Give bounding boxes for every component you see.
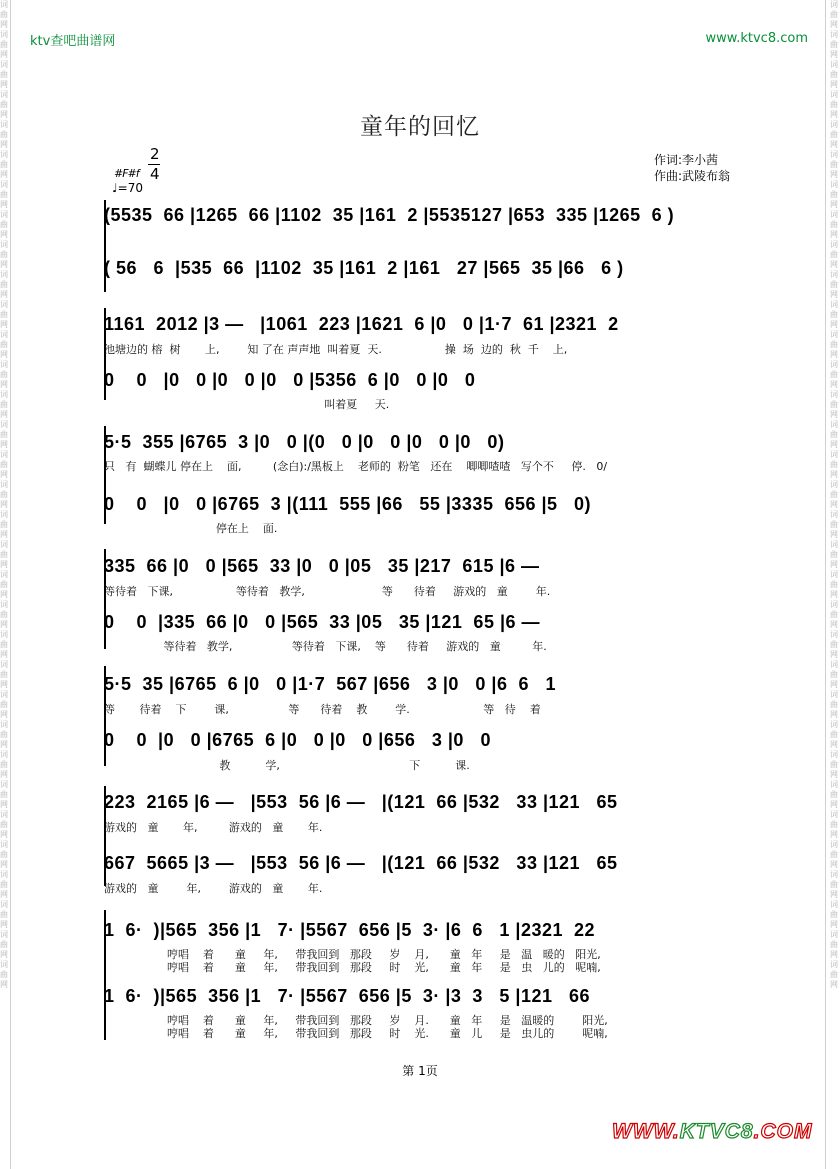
lyricist: 作词:李小茜: [654, 153, 719, 167]
notation-line: 335 66 |0 0 |565 33 |0 0 |05 35 |217 615 |6 —: [104, 556, 540, 576]
composer: 作曲:武陵布翁: [654, 169, 731, 183]
lyric-line: 哼唱 着 童 年, 带我回到 那段 岁 月, 童 年 是 温 暖的 阳光,: [104, 948, 601, 961]
page-number: 第 1页: [402, 1064, 438, 1078]
site-logo: [612, 1120, 812, 1144]
lyric-line: 等待着 下课, 等待着 教学, 等 待着 游戏的 童 年.: [104, 585, 551, 598]
site-url-right: www.ktvc8.com: [705, 31, 808, 46]
notation-line: 667 5665 |3 — |553 56 |6 — |(121 66 |532 33 |121 65: [104, 853, 618, 873]
notation-line: 0 0 |0 0 |0 0 |0 0 |5356 6 |0 0 |0 0: [104, 370, 476, 390]
key-signature: #F#f: [114, 167, 139, 180]
notation-line: 5·5 35 |6765 6 |0 0 |1·7 567 |656 3 |0 0 |6 6 1: [104, 674, 556, 694]
lyric-line: 等待着 教学, 等待着 下课, 等 待着 游戏的 童 年.: [104, 640, 547, 653]
notation-line: 1 6· )|565 356 |1 7· |5567 656 |5 3· |3 3 5 |121 66: [104, 986, 591, 1006]
lyric-line: 游戏的 童 年, 游戏的 童 年.: [104, 821, 323, 834]
time-signature-top: 2: [150, 145, 160, 163]
song-title: 童年的回忆: [360, 114, 480, 140]
lyric-line: 哼唱 着 童 年, 带我回到 那段 岁 月. 童 年 是 温暖的 阳光,: [104, 1014, 608, 1027]
lyric-line: 停在上 面.: [104, 522, 278, 535]
side-watermark-right: 词曲网词曲网词曲网词曲网词曲网词曲网词曲网词曲网词曲网词曲网词曲网词曲网词曲网词曲网词曲网词曲网词曲网词曲网词曲网词曲网词曲网词曲网词曲网词曲网词曲网词曲网词曲网词曲网词曲网词曲网词曲网词曲网词曲网: [830, 0, 838, 989]
notation-line: 0 0 |335 66 |0 0 |565 33 |05 35 |121 65 |6 —: [104, 612, 540, 632]
lyric-line: 游戏的 童 年, 游戏的 童 年.: [104, 882, 323, 895]
lyric-line: 池塘边的 榕 树 上, 知 了在 声声地 叫着夏 天. 操 场 边的 秋 千 上,: [104, 343, 568, 356]
notation-line: 0 0 |0 0 |6765 3 |(111 555 |66 55 |3335 656 |5 0): [104, 494, 592, 514]
time-signature-bottom: 4: [150, 165, 160, 183]
logo-brand: KTVC8: [679, 1120, 754, 1143]
lyric-line: 只 有 蝴蝶儿 停在上 面, (念白):/黑板上 老师的 粉笔 还在 唧唧喳喳 写个不 停. 0/: [104, 460, 608, 473]
notation-line: (5535 66 |1265 66 |1102 35 |161 2 |5535127 |653 335 |1265 6 ): [104, 205, 675, 225]
notation-line: 0 0 |0 0 |6765 6 |0 0 |0 0 |656 3 |0 0: [104, 730, 491, 750]
lyric-line: 哼唱 着 童 年, 带我回到 那段 时 光. 童 儿 是 虫儿的 呢喃,: [104, 1027, 608, 1040]
site-name-left: ktv查吧曲谱网: [30, 34, 116, 49]
lyric-line: 教 学, 下 课.: [104, 759, 470, 772]
notation-line: 223 2165 |6 — |553 56 |6 — |(121 66 |532 33 |121 65: [104, 792, 618, 812]
notation-line: ( 56 6 |535 66 |1102 35 |161 2 |161 27 |565 35 |66 6 ): [104, 258, 624, 278]
notation-line: 1161 2012 |3 — |1061 223 |1621 6 |0 0 |1·7 61 |2321 2: [104, 314, 619, 334]
tempo-mark: ♩=70: [112, 181, 143, 195]
logo-prefix: WWW.: [612, 1120, 680, 1143]
notation-line: 1 6· )|565 356 |1 7· |5567 656 |5 3· |6 6 1 |2321 22: [104, 920, 596, 940]
lyric-line: 等 待着 下 课, 等 待着 教 学. 等 待 着: [104, 703, 541, 716]
logo-suffix: .COM: [753, 1120, 813, 1143]
lyric-line: 哼唱 着 童 年, 带我回到 那段 时 光, 童 年 是 虫 儿的 呢喃,: [104, 961, 601, 974]
side-watermark-left: 词曲网词曲网词曲网词曲网词曲网词曲网词曲网词曲网词曲网词曲网词曲网词曲网词曲网词曲网词曲网词曲网词曲网词曲网词曲网词曲网词曲网词曲网词曲网词曲网词曲网词曲网词曲网词曲网词曲网词曲网词曲网词曲网词曲网: [0, 0, 8, 989]
notation-line: 5·5 355 |6765 3 |0 0 |(0 0 |0 0 |0 0 |0 0): [104, 432, 505, 452]
lyric-line: 叫着夏 天.: [104, 398, 390, 411]
